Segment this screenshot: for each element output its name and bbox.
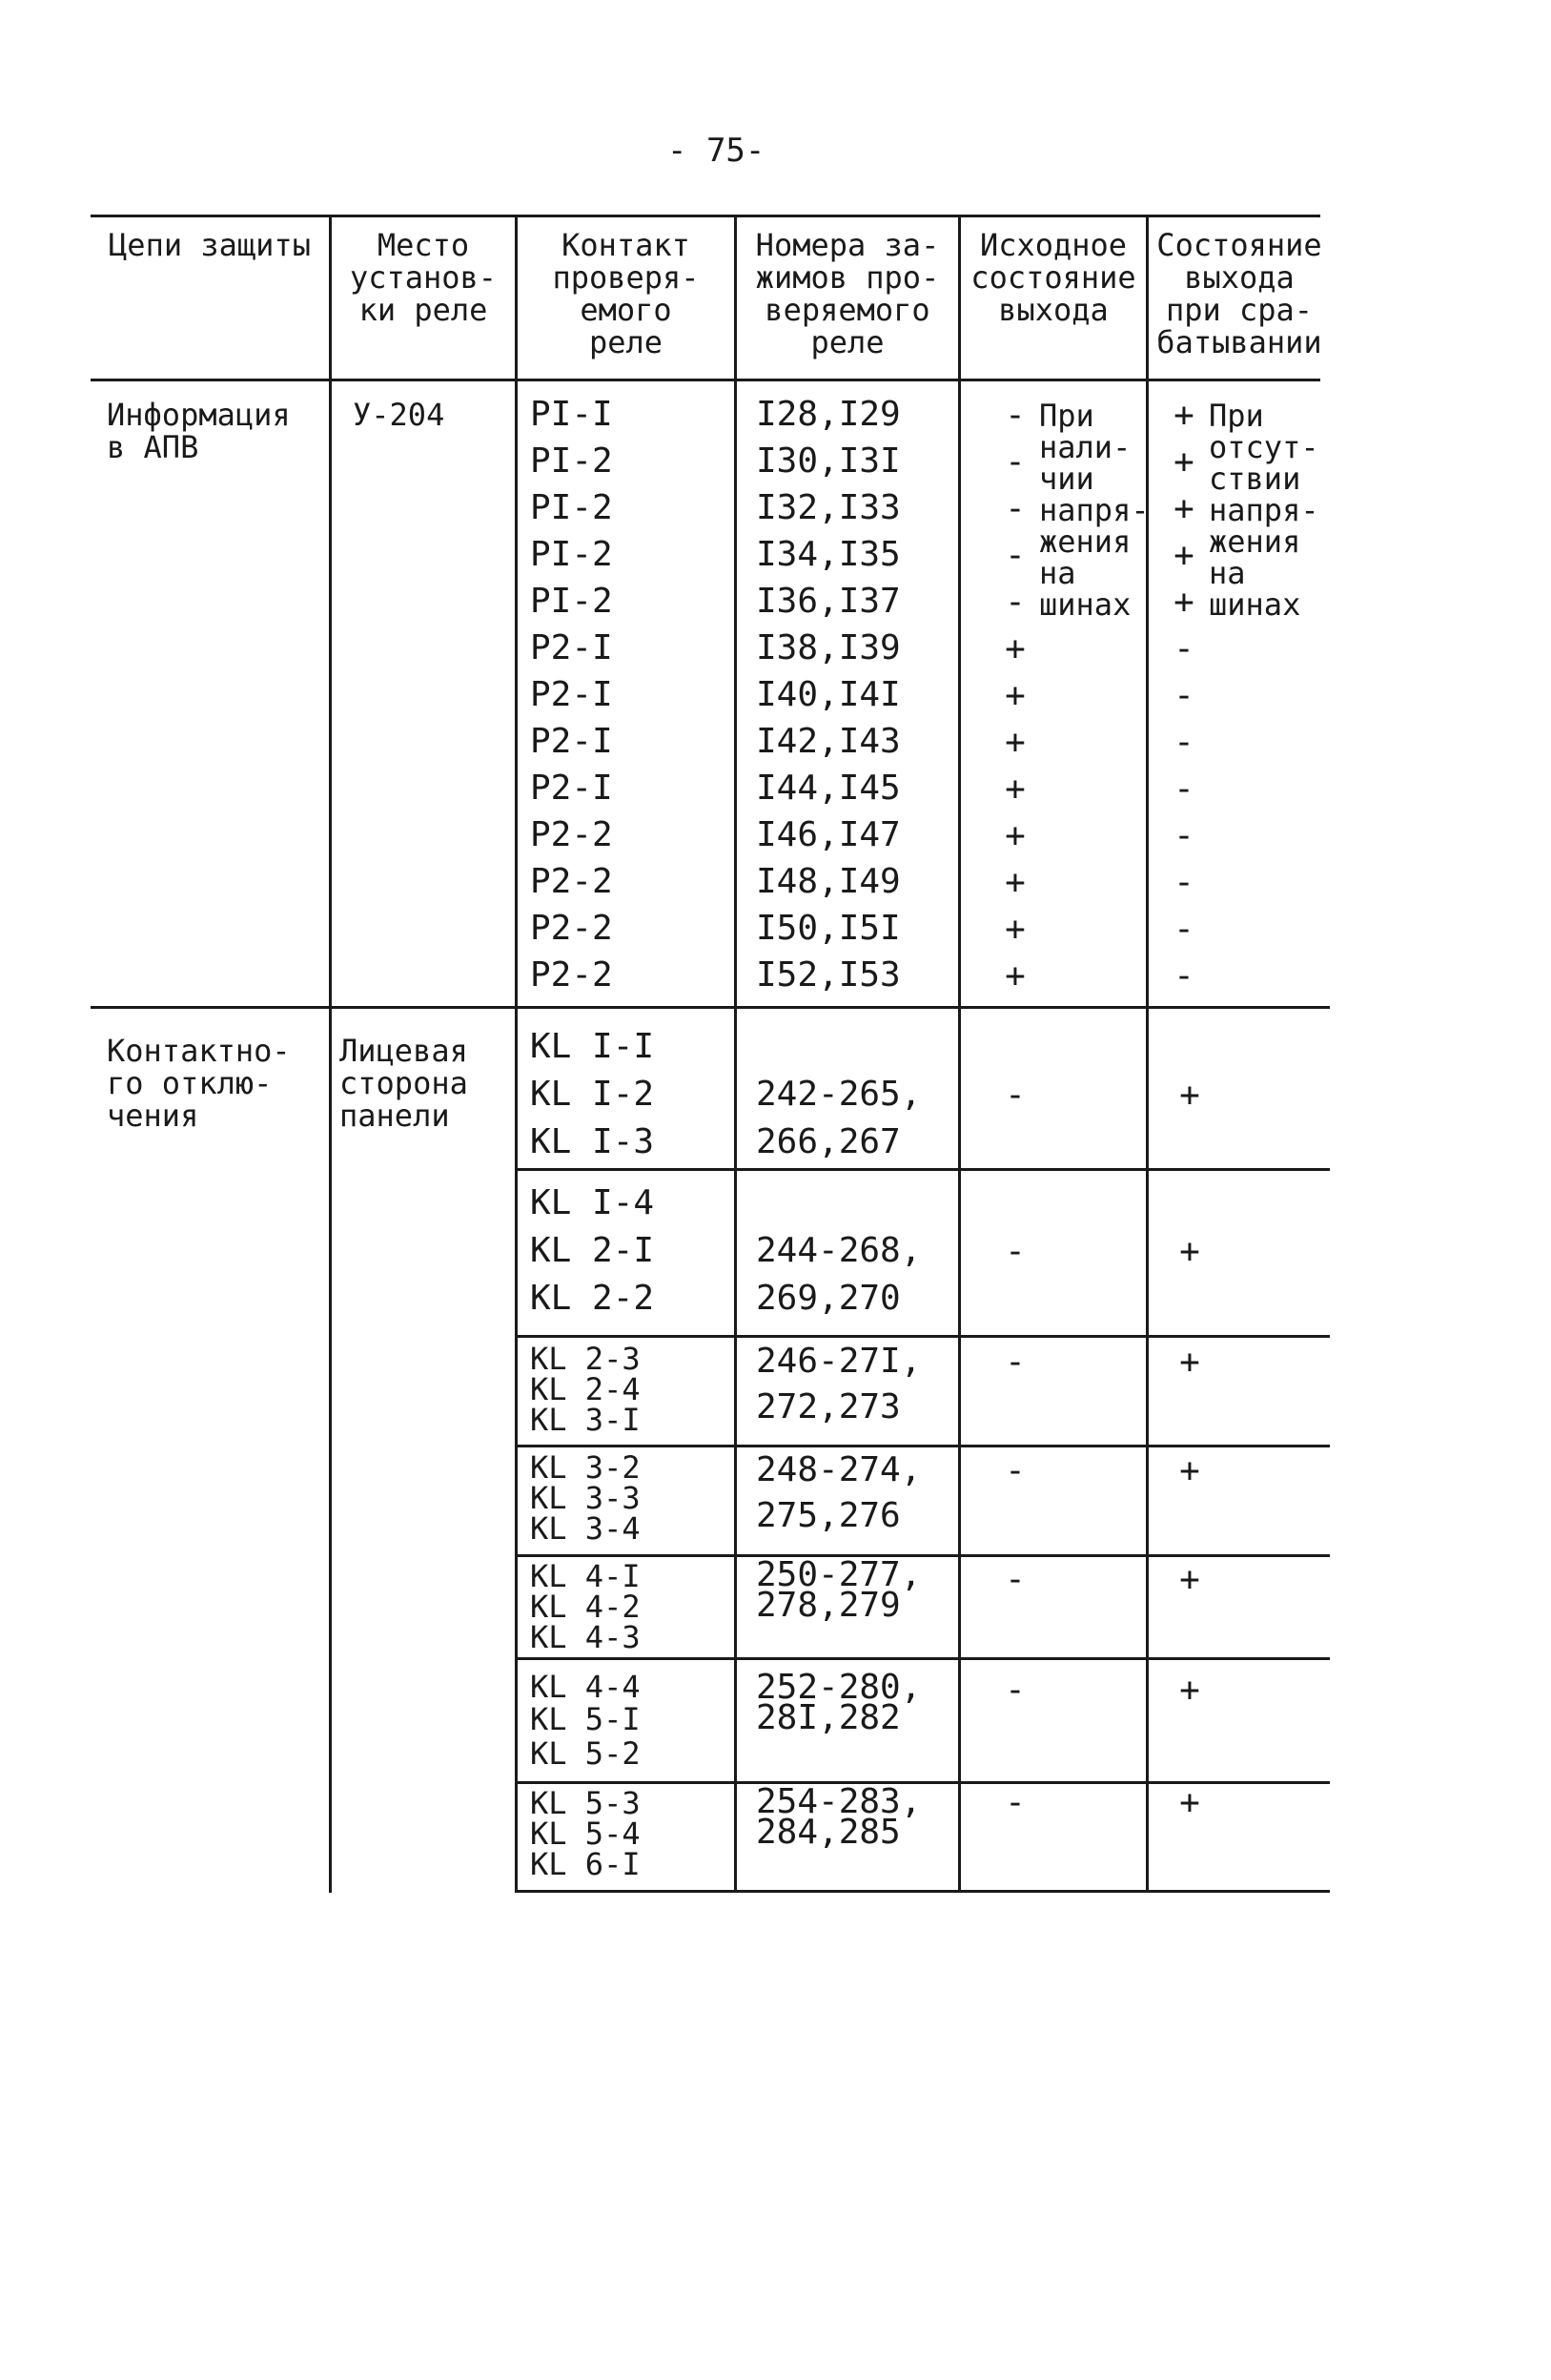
initial-sign: + (1005, 816, 1026, 855)
contact: KL I-2 (530, 1075, 655, 1114)
terminal: I40,I4I (756, 675, 901, 714)
initial-sign: + (1005, 863, 1026, 902)
terminal: 252-280, (756, 1668, 922, 1707)
terminal: 246-27I, (756, 1342, 922, 1381)
trip-sign: - (1173, 816, 1194, 855)
trip-sign: + (1179, 1451, 1200, 1490)
contact: KL 2-I (530, 1231, 655, 1270)
trip-sign: - (1173, 723, 1194, 762)
section1-location: У-204 (353, 397, 445, 433)
trip-sign: + (1173, 583, 1194, 622)
trip-sign: - (1173, 629, 1194, 668)
page-number: - 75- (667, 132, 765, 170)
contact: P2-I (530, 675, 613, 714)
contact: PI-2 (530, 441, 613, 481)
section1-circuit: Информация в АПВ (107, 397, 291, 465)
contact: KL 5-3 (530, 1785, 641, 1821)
contact: PI-I (530, 395, 613, 434)
contact: KL 5-2 (530, 1735, 641, 1772)
contact: KL 5-4 (530, 1816, 641, 1852)
initial-sign: - (1005, 1783, 1026, 1822)
contact: P2-2 (530, 815, 613, 854)
trip-sign: + (1179, 1343, 1200, 1382)
initial-sign: + (1005, 723, 1026, 762)
initial-sign: - (1005, 1451, 1026, 1490)
initial-sign: + (1005, 910, 1026, 949)
trip-sign: + (1179, 1560, 1200, 1599)
section1-initial-note: При нали- чии напря- жения на шинах (1039, 398, 1150, 623)
section2-circuit: Контактно- го отклю- чения (107, 1033, 291, 1134)
terminal: 278,279 (756, 1586, 901, 1625)
initial-sign: - (1005, 489, 1026, 528)
contact: KL I-I (530, 1027, 655, 1066)
contact: PI-2 (530, 488, 613, 527)
trip-sign: - (1173, 676, 1194, 715)
contact: KL 2-2 (530, 1279, 655, 1318)
trip-sign: + (1173, 536, 1194, 575)
trip-sign: - (1173, 910, 1194, 949)
header-terminals: Номера за- жимов про- веряемого реле (755, 227, 940, 360)
initial-sign: - (1005, 1232, 1026, 1271)
terminal: I50,I5I (756, 909, 901, 948)
contact: KL 4-I (530, 1558, 641, 1594)
contact: KL 4-2 (530, 1589, 641, 1625)
trip-sign: + (1179, 1232, 1200, 1271)
terminal: I34,I35 (756, 535, 901, 574)
contact: P2-2 (530, 862, 613, 901)
terminal: 266,267 (756, 1122, 901, 1161)
terminal: 272,273 (756, 1387, 901, 1426)
terminal: 244-268, (756, 1231, 922, 1270)
contact: KL I-4 (530, 1183, 655, 1222)
contact: KL 2-3 (530, 1341, 641, 1377)
contact: P2-2 (530, 955, 613, 995)
terminal: I42,I43 (756, 722, 901, 761)
terminal: 28I,282 (756, 1698, 901, 1737)
header-initial-state: Исходное состояние выхода (970, 227, 1136, 328)
terminal: 254-283, (756, 1782, 922, 1821)
contact: PI-2 (530, 582, 613, 621)
contact: KL 4-3 (530, 1619, 641, 1655)
terminal: 275,276 (756, 1496, 901, 1535)
terminal: 242-265, (756, 1075, 922, 1114)
initial-sign: - (1005, 1560, 1026, 1599)
initial-sign: + (1005, 629, 1026, 668)
contact: P2-I (530, 722, 613, 761)
contact: P2-I (530, 769, 613, 808)
contact: KL 3-4 (530, 1510, 641, 1547)
trip-sign: + (1173, 489, 1194, 528)
contact: KL 3-2 (530, 1449, 641, 1486)
terminal: 250-277, (756, 1555, 922, 1594)
terminal: I48,I49 (756, 862, 901, 901)
contact: P2-2 (530, 909, 613, 948)
terminal: I30,I3I (756, 441, 901, 481)
trip-sign: + (1179, 1076, 1200, 1115)
contact: KL 3-I (530, 1402, 641, 1438)
trip-sign: + (1179, 1671, 1200, 1710)
contact: P2-I (530, 628, 613, 667)
initial-sign: - (1005, 1671, 1026, 1710)
terminal: I52,I53 (756, 955, 901, 995)
trip-sign: + (1173, 442, 1194, 482)
contact: KL 6-I (530, 1846, 641, 1882)
contact: KL 3-3 (530, 1480, 641, 1516)
trip-sign: + (1173, 396, 1194, 435)
header-contact: Контакт проверя- емого реле (552, 227, 700, 360)
terminal: I36,I37 (756, 582, 901, 621)
initial-sign: + (1005, 769, 1026, 809)
trip-sign: - (1173, 863, 1194, 902)
initial-sign: - (1005, 1076, 1026, 1115)
contact: KL 5-I (530, 1701, 641, 1737)
terminal: I32,I33 (756, 488, 901, 527)
terminal: 248-274, (756, 1450, 922, 1489)
terminal: 269,270 (756, 1279, 901, 1318)
contact: PI-2 (530, 535, 613, 574)
contact: KL 4-4 (530, 1669, 641, 1705)
section2-location: Лицевая сторона панели (339, 1033, 468, 1134)
trip-sign: + (1179, 1783, 1200, 1822)
initial-sign: - (1005, 1343, 1026, 1382)
initial-sign: - (1005, 396, 1026, 435)
contact: KL I-3 (530, 1122, 655, 1161)
header-trip-state: Состояние выхода при сра- батывании (1156, 227, 1322, 360)
header-location: Место установ- ки реле (349, 227, 498, 328)
terminal: I38,I39 (756, 628, 901, 667)
terminal: I28,I29 (756, 395, 901, 434)
header-circuit: Цепи защиты (109, 227, 311, 263)
initial-sign: - (1005, 442, 1026, 482)
contact: KL 2-4 (530, 1371, 641, 1407)
trip-sign: - (1173, 956, 1194, 995)
trip-sign: - (1173, 769, 1194, 809)
terminal: 284,285 (756, 1813, 901, 1852)
initial-sign: + (1005, 956, 1026, 995)
terminal: I46,I47 (756, 815, 901, 854)
initial-sign: - (1005, 583, 1026, 622)
terminal: I44,I45 (756, 769, 901, 808)
initial-sign: - (1005, 536, 1026, 575)
section1-trip-note: При отсут- ствии напря- жения на шинах (1209, 398, 1319, 623)
initial-sign: + (1005, 676, 1026, 715)
